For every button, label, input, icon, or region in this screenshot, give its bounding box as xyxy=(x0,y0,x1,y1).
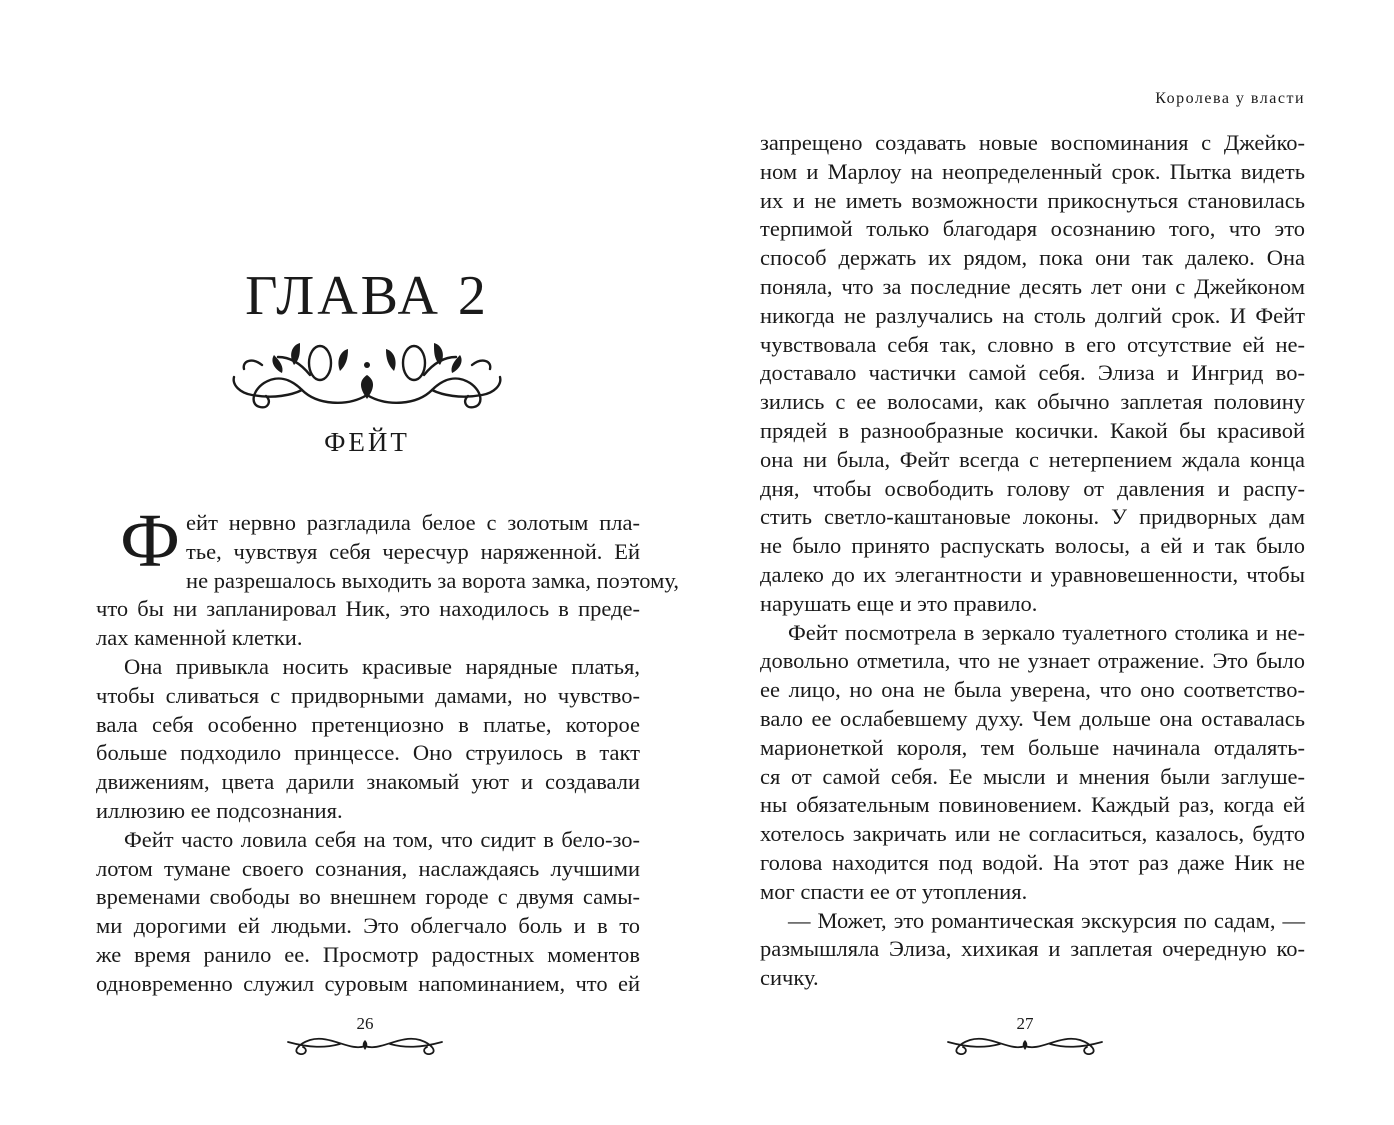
text-line: лотом тумане своего сознания, наслаждаясь лучшими xyxy=(96,855,640,881)
text-line: чтобы сливаться с придворными дамами, но чувство- xyxy=(96,682,640,708)
text-line: далеко до их элегантности и уравновешенности, чтобы xyxy=(760,561,1305,587)
text-line: Фейт часто ловила себя на том, что сидит в бело-зо- xyxy=(124,826,640,852)
text-line: не разрешалось выходить за ворота замка, поэтому, xyxy=(186,567,679,593)
text-line: способ держать их рядом, пока они так далеко. Она xyxy=(760,245,1305,271)
text-line: временами свободы во внешнем городе с двумя самы- xyxy=(96,884,640,910)
text-line: она ни была, Фейт всегда с нетерпением ждала конца xyxy=(760,446,1305,472)
text-line: Фейт посмотрела в зеркало туалетного столика и не- xyxy=(788,619,1305,645)
text-line: вало ее ослабевшему духу. Чем дольше она оставалась xyxy=(760,705,1305,731)
drop-cap: Ф xyxy=(120,499,181,583)
text-line: ном и Марлоу на неопределенный срок. Пытка видеть xyxy=(760,158,1305,184)
left-body-text xyxy=(96,499,679,999)
page-number: 27 xyxy=(1016,1014,1034,1033)
text-line: больше подходило принцессе. Оно струилось в такт xyxy=(96,740,640,766)
text-line: нарушать еще и это правило. xyxy=(760,590,1038,616)
text-line: никогда не разлучались на столь долгий срок. И Фейт xyxy=(760,302,1305,328)
text-line: что бы ни запланировал Ник, это находилось в преде- xyxy=(96,596,640,622)
text-line: же время ранило ее. Просмотр радостных моментов xyxy=(96,941,640,967)
chapter-ornament-icon xyxy=(222,335,512,415)
text-line: размышляла Элиза, хихикая и заплетая очередную ко- xyxy=(760,936,1305,962)
text-line: ее лицо, но она не была уверена, что оно соответство- xyxy=(760,677,1305,703)
text-line: поняла, что за последние десять лет они с Джейконом xyxy=(760,273,1305,299)
text-line: марионеткой короля, тем больше начинала отдалять- xyxy=(760,734,1305,760)
text-line: Она привыкла носить красивые нарядные платья, xyxy=(124,653,640,679)
text-line: их и не иметь возможности прикоснуться становилась xyxy=(760,187,1305,213)
text-line: движениям, цвета дарили знакомый уют и создавали xyxy=(96,769,640,795)
text-line: ми дорогими ей людьми. Это облегчало боль и в то xyxy=(96,913,640,939)
folio-right xyxy=(940,1010,1110,1060)
text-line: голова находится под водой. На этот раз даже Ник не xyxy=(760,849,1305,875)
text-line: ся от самой себя. Ее мысли и мнения были заглуше- xyxy=(760,763,1305,789)
text-line: ейт нервно разгладила белое с золотым пла- xyxy=(186,510,640,535)
text-line: довольно отметила, что не узнает отражение. Это было xyxy=(760,648,1305,674)
text-line: одновременно служил суровым напоминанием, что ей xyxy=(96,970,640,996)
text-line: чувствовала себя так, словно в его отсутствие ей не- xyxy=(760,331,1305,357)
text-line: стить светло-каштановые локоны. У придворных дам xyxy=(760,504,1305,530)
text-line: — Может, это романтическая экскурсия по садам, — xyxy=(788,907,1305,933)
chapter-subtitle: ФЕЙТ xyxy=(324,427,410,457)
right-body-text xyxy=(760,129,1305,993)
text-line: вала себя особенно претенциозно в платье, которое xyxy=(96,711,640,737)
text-line: прядей в разнообразные косички. Какой бы красивой xyxy=(760,417,1305,443)
text-line: дня, чтобы освободить голову от давления и распу- xyxy=(760,475,1305,501)
text-line: ны обязательным повиновением. Каждый раз, когда ей xyxy=(760,792,1305,818)
chapter-title: ГЛАВА 2 xyxy=(245,265,489,327)
right-page xyxy=(697,0,1394,1125)
text-line: тье, чувствуя себя чересчур наряженной. Ей xyxy=(186,538,640,564)
text-line: сичку. xyxy=(760,965,819,991)
page-number: 26 xyxy=(356,1014,374,1033)
running-head: Королева у власти xyxy=(1155,90,1305,107)
text-line: доставало частички самой себя. Элиза и Ингрид во- xyxy=(760,360,1305,386)
text-line: не было принято распускать волосы, а ей и так было xyxy=(760,533,1305,559)
text-line: терпимой только благодаря осознанию того, что это xyxy=(760,216,1305,242)
text-line: лах каменной клетки. xyxy=(96,625,303,651)
folio-left xyxy=(280,1010,450,1060)
text-line: мог спасти ее от утопления. xyxy=(760,878,1028,904)
text-line: зились с ее волосами, как обычно заплетая половину xyxy=(760,389,1305,415)
text-line: хотелось закричать или не согласиться, казалось, будто xyxy=(760,821,1305,847)
text-line: иллюзию ее подсознания. xyxy=(96,797,343,823)
text-line: запрещено создавать новые воспоминания с Джейко- xyxy=(760,130,1305,155)
